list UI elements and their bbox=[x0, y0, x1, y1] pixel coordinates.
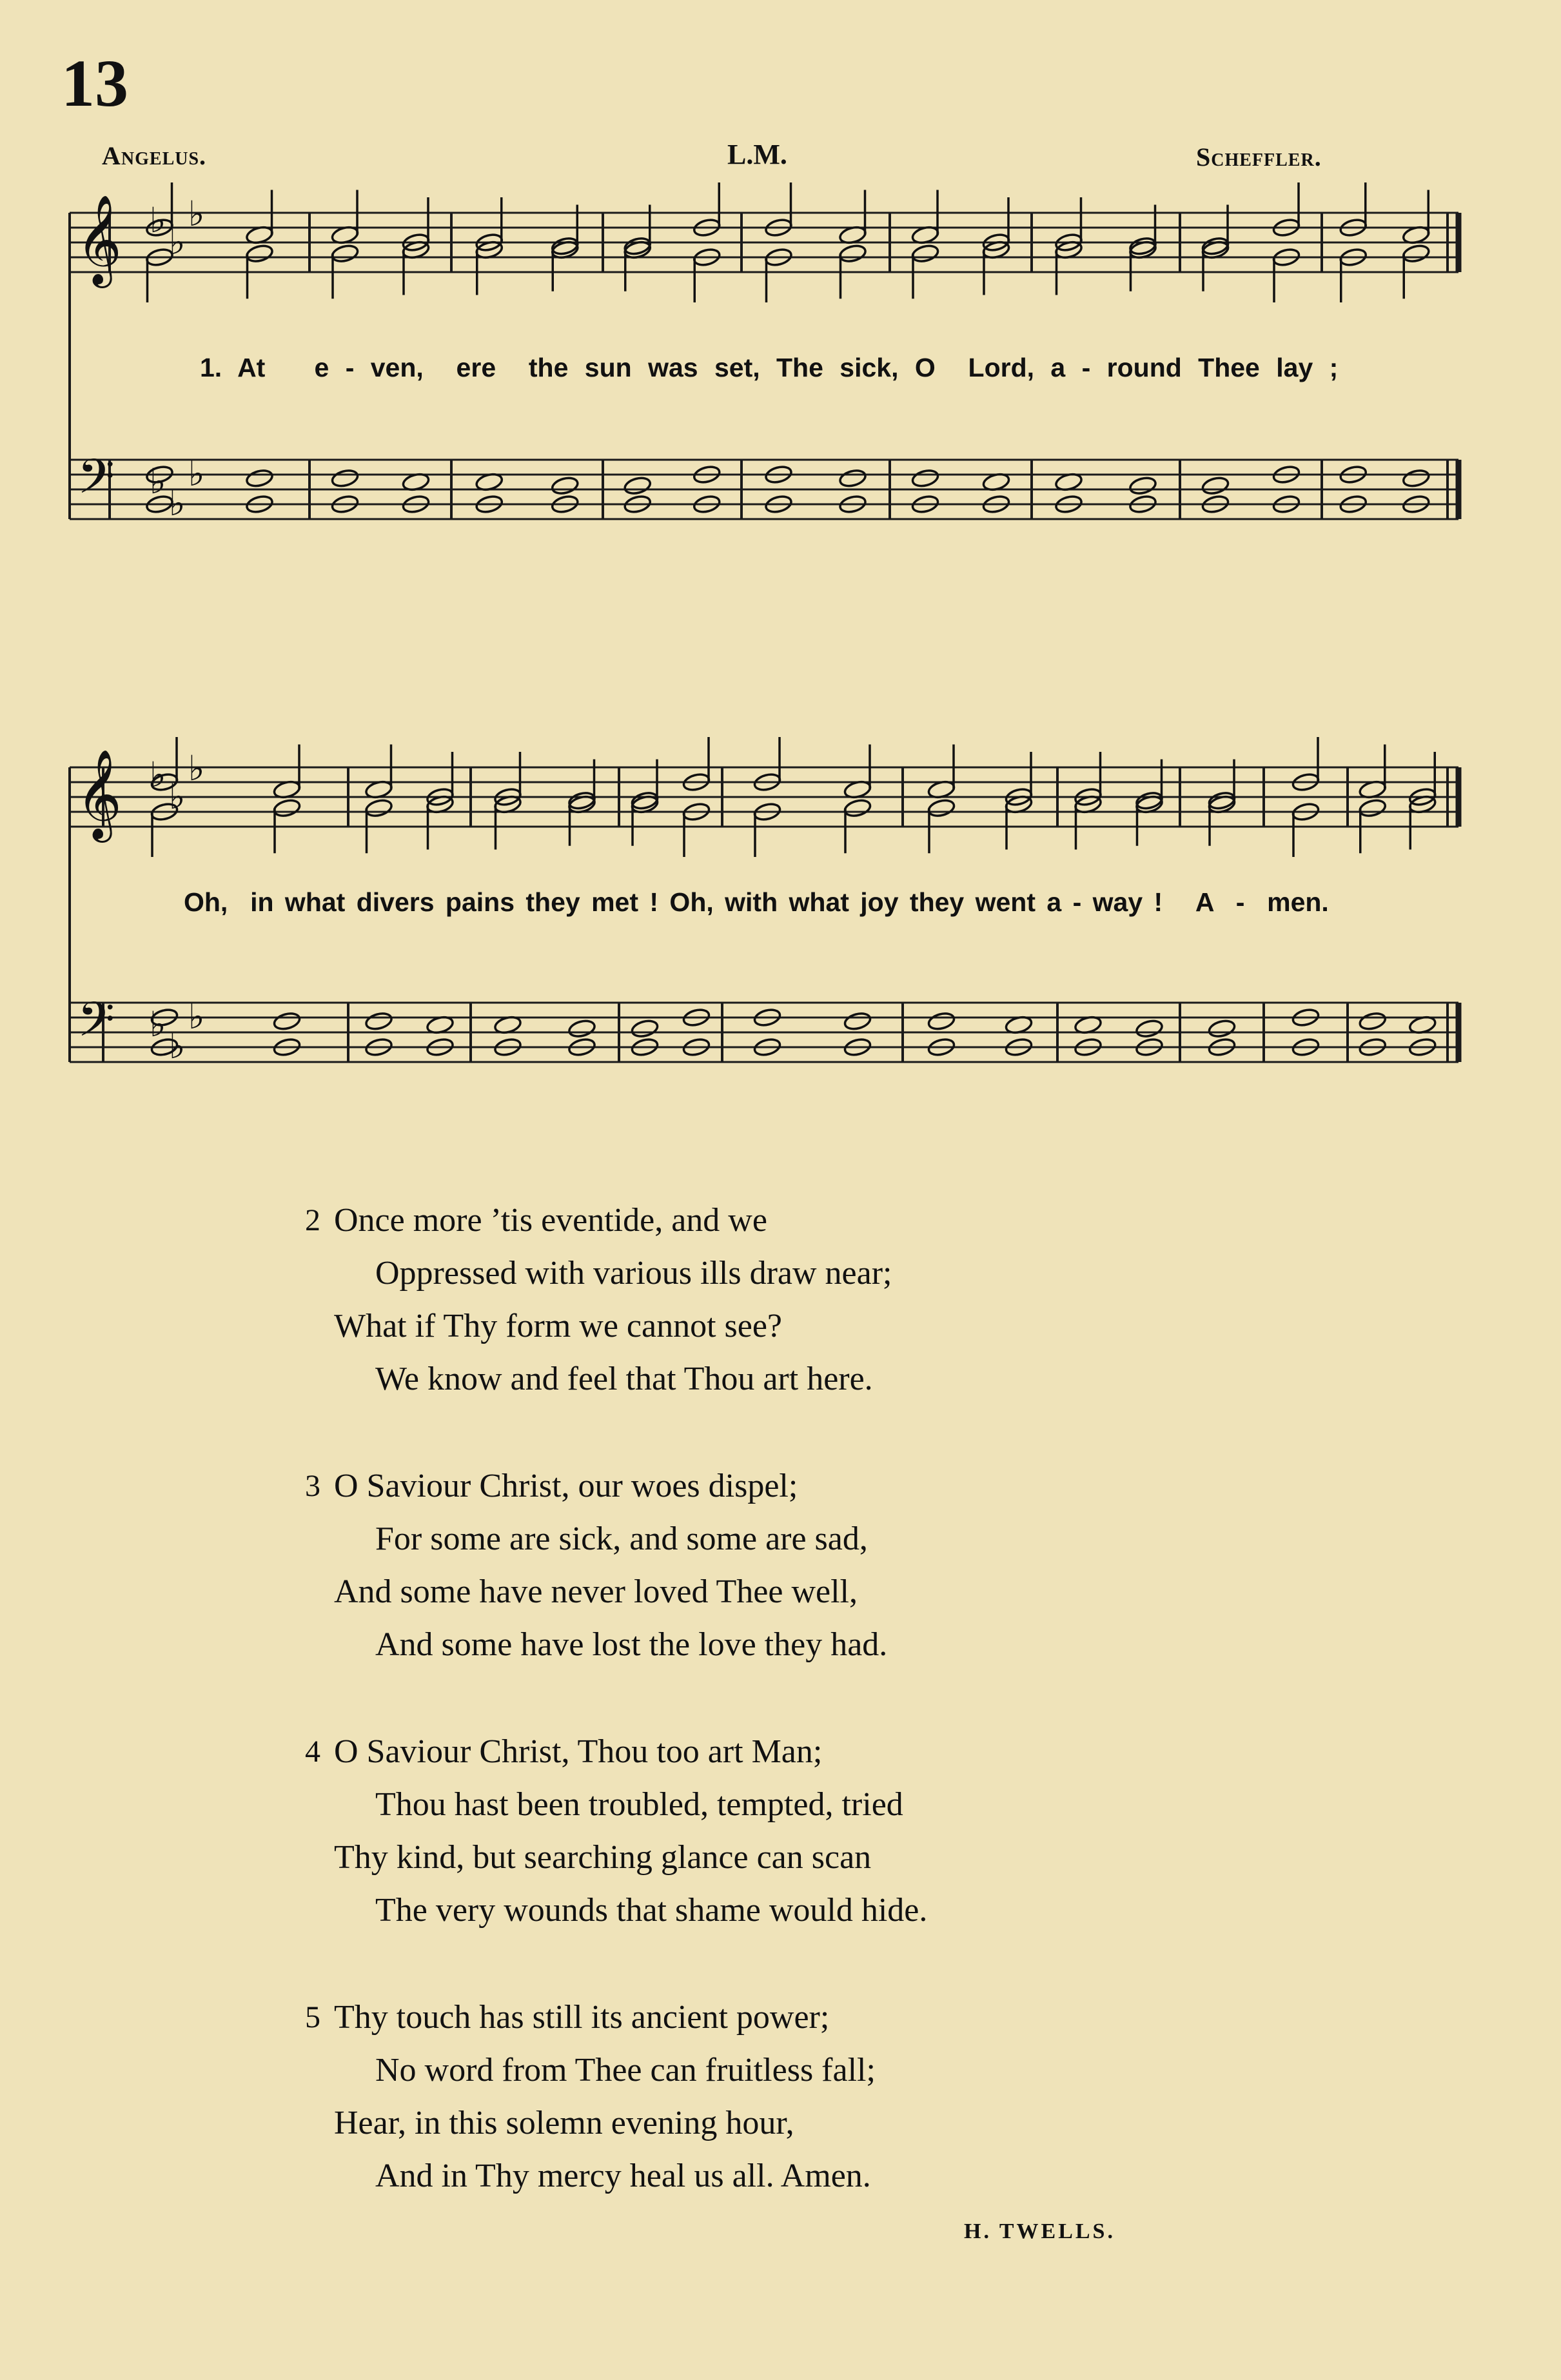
barlines bbox=[70, 213, 1458, 1062]
verse-line: The very wounds that shame would hide. bbox=[375, 1892, 928, 1929]
note-head bbox=[1208, 1018, 1236, 1039]
note-head bbox=[331, 243, 359, 264]
flat-icon: ♭ bbox=[188, 453, 205, 494]
verse-line: What if Thy form we cannot see? bbox=[334, 1308, 782, 1344]
verse-line: 4 O Saviour Christ, Thou too art Man; bbox=[334, 1726, 927, 1778]
stanza-number: 5 bbox=[305, 2000, 320, 2034]
flat-icon: ♭ bbox=[169, 1026, 186, 1067]
note-head bbox=[1135, 1018, 1163, 1039]
stanza-5 bbox=[305, 1991, 927, 2203]
note-head bbox=[838, 468, 867, 489]
stanza-number: 2 bbox=[305, 1203, 320, 1237]
verse-line: For some are sick, and some are sad, bbox=[375, 1520, 868, 1557]
note-head bbox=[843, 1011, 872, 1032]
verse-line: And some have never loved Thee well, bbox=[334, 1573, 858, 1610]
note-head bbox=[1359, 798, 1387, 818]
note-head bbox=[838, 243, 867, 264]
stanza-2 bbox=[305, 1194, 927, 1406]
note-head bbox=[1402, 243, 1430, 264]
verse-line: Hear, in this solemn evening hour, bbox=[334, 2105, 794, 2141]
flat-icon: ♭ bbox=[150, 200, 166, 241]
stanza-number: 4 bbox=[305, 1735, 320, 1769]
note-head bbox=[631, 1018, 659, 1039]
flat-icon: ♭ bbox=[188, 748, 205, 789]
verses bbox=[305, 1194, 928, 2257]
flat-icon: ♭ bbox=[169, 483, 186, 524]
stanza-3 bbox=[305, 1460, 927, 1671]
lyric-line-2: Oh, in what divers pains they met ! Oh, with what joy they went a - way ! A - men. bbox=[184, 887, 1329, 917]
stanza-4 bbox=[305, 1726, 928, 1937]
verse-line: Thy kind, but searching glance can scan bbox=[334, 1839, 872, 1876]
flat-icon: ♭ bbox=[169, 776, 186, 817]
hymn-number: 13 bbox=[61, 46, 128, 121]
tune-name: Angelus. bbox=[102, 141, 207, 170]
note-head bbox=[843, 798, 872, 818]
verse-line: And some have lost the love they had. bbox=[375, 1626, 888, 1663]
note-head bbox=[245, 468, 273, 489]
verse-line: 3 O Saviour Christ, our woes dispel; bbox=[334, 1460, 927, 1513]
note-head bbox=[567, 1018, 596, 1039]
bass-clef-icon: 𝄢 bbox=[77, 449, 115, 516]
note-head bbox=[1128, 475, 1157, 496]
flat-icon: ♭ bbox=[169, 222, 186, 262]
flat-icon: ♭ bbox=[188, 193, 205, 234]
note-head bbox=[364, 1011, 393, 1032]
flat-icon: ♭ bbox=[150, 754, 166, 795]
note-head bbox=[1359, 1011, 1387, 1032]
composer: Scheffler. bbox=[1196, 143, 1322, 172]
note-head bbox=[551, 475, 579, 496]
notes bbox=[145, 182, 1437, 1057]
flat-icon: ♭ bbox=[188, 996, 205, 1037]
verse-line: 5 Thy touch has still its ancient power; bbox=[334, 1991, 927, 2044]
lyric-line-1: 1. At e - ven, ere the sun was set, The sick, O Lord, a - round Thee lay ; bbox=[200, 353, 1339, 382]
note-head bbox=[927, 1011, 956, 1032]
note-head bbox=[331, 468, 359, 489]
stanza-number: 3 bbox=[305, 1469, 320, 1503]
verse-line: Oppressed with various ills draw near; bbox=[375, 1255, 892, 1292]
verse-line: 2 Once more ’tis eventide, and we bbox=[334, 1194, 927, 1247]
meter: L.M. bbox=[727, 139, 787, 170]
flat-icon: ♭ bbox=[150, 1004, 166, 1045]
note-head bbox=[1201, 475, 1230, 496]
verse-line: And in Thy mercy heal us all. Amen. bbox=[375, 2158, 871, 2194]
staff-lines bbox=[70, 213, 1458, 1062]
verse-line: Thou hast been troubled, tempted, tried bbox=[375, 1786, 903, 1823]
treble-clef-icon: 𝄞 bbox=[76, 749, 122, 839]
music-score bbox=[0, 0, 1561, 1096]
note-head bbox=[245, 243, 273, 264]
author: H. TWELLS. bbox=[964, 2219, 1115, 2243]
note-head bbox=[911, 243, 939, 264]
note-head bbox=[273, 798, 301, 818]
treble-clef-icon: 𝄞 bbox=[76, 195, 122, 284]
note-head bbox=[1402, 468, 1430, 489]
verse-line: No word from Thee can fruitless fall; bbox=[375, 2052, 876, 2089]
verse-line: We know and feel that Thou art here. bbox=[375, 1361, 873, 1397]
clefs bbox=[76, 193, 204, 1067]
note-head bbox=[927, 798, 956, 818]
note-head bbox=[364, 798, 393, 818]
note-head bbox=[273, 1011, 301, 1032]
note-head bbox=[623, 475, 652, 496]
note-head bbox=[911, 468, 939, 489]
bass-clef-icon: 𝄢 bbox=[77, 992, 115, 1059]
flat-icon: ♭ bbox=[150, 461, 166, 502]
